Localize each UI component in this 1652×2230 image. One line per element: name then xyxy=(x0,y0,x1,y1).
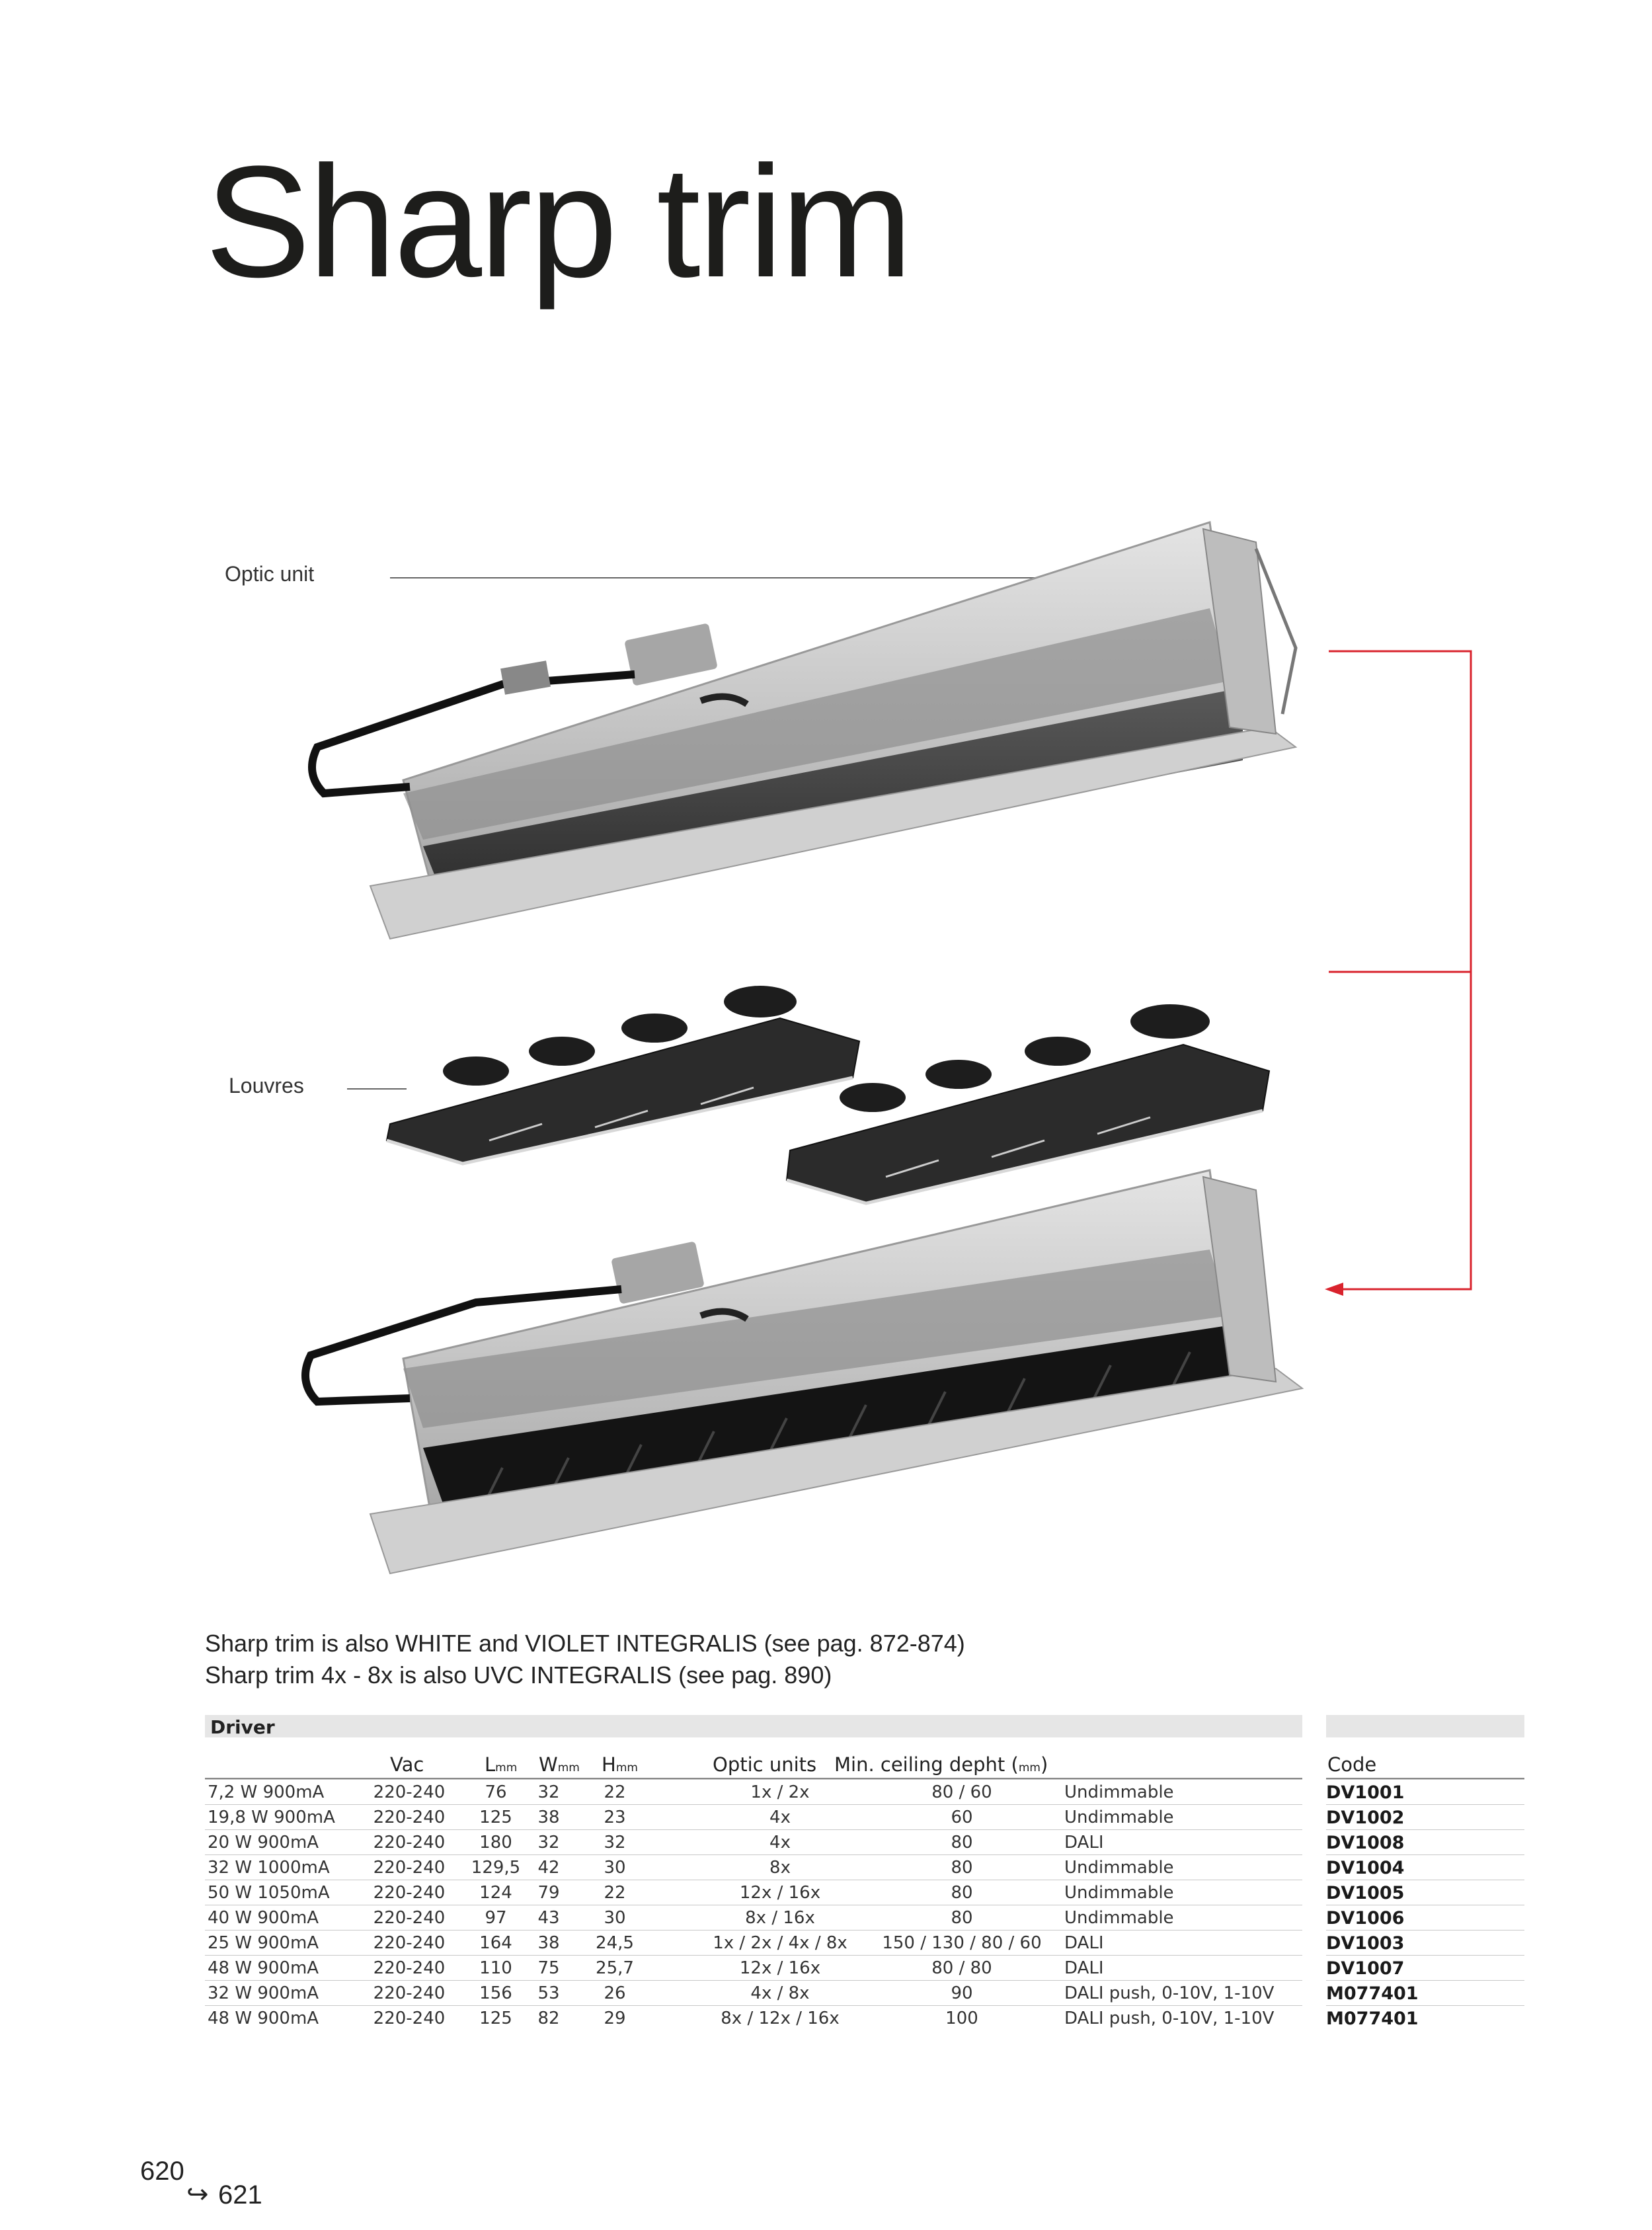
cell-ceiling: 150 / 130 / 80 / 60 xyxy=(882,1933,1042,1953)
code-row xyxy=(1326,2005,1524,2031)
cell-code: M077401 xyxy=(1326,1983,1419,2004)
cell-optic: 12x / 16x xyxy=(739,1958,821,1978)
cell-vac: 220-240 xyxy=(373,1958,446,1978)
code-band xyxy=(1326,1715,1524,1737)
cell-dim: DALI xyxy=(1064,1833,1104,1852)
table-row xyxy=(205,1955,1302,1981)
page-number: 620 xyxy=(140,2157,184,2186)
cell-w: 82 xyxy=(537,2009,560,2028)
table-row xyxy=(205,1980,1302,2006)
cell-h: 26 xyxy=(604,1983,626,2003)
cell-vac: 220-240 xyxy=(373,1858,446,1878)
cell-driver: 32 W 900mA xyxy=(208,1983,319,2003)
cell-h: 22 xyxy=(604,1782,626,1802)
louvres-label: Louvres xyxy=(229,1074,304,1097)
cell-vac: 220-240 xyxy=(373,1908,446,1928)
cell-driver: 32 W 1000mA xyxy=(208,1858,330,1878)
table-row xyxy=(205,1829,1302,1855)
cell-w: 32 xyxy=(537,1833,560,1852)
code-row xyxy=(1326,1804,1524,1830)
cell-optic: 8x / 16x xyxy=(745,1908,815,1928)
cell-w: 32 xyxy=(537,1782,560,1802)
cell-driver: 50 W 1050mA xyxy=(208,1883,330,1903)
cell-driver: 20 W 900mA xyxy=(208,1833,319,1852)
cell-ceiling: 80 xyxy=(951,1833,973,1852)
cell-h: 29 xyxy=(604,2009,626,2028)
cell-dim: Undimmable xyxy=(1064,1808,1174,1827)
cell-ceiling: 80 xyxy=(951,1858,973,1878)
cell-dim: Undimmable xyxy=(1064,1782,1174,1802)
header-width: Wmm xyxy=(539,1753,580,1776)
cell-l: 129,5 xyxy=(471,1858,521,1878)
header-length: Lmm xyxy=(485,1753,518,1776)
cell-optic: 1x / 2x / 4x / 8x xyxy=(713,1933,847,1953)
note-line: Sharp trim is also WHITE and VIOLET INTEGRALIS (see pag. 872-874) xyxy=(205,1630,965,1657)
louvre-left xyxy=(387,986,859,1164)
page-title: Sharp trim xyxy=(205,133,910,310)
cell-vac: 220-240 xyxy=(373,1883,446,1903)
cell-code: DV1002 xyxy=(1326,1808,1405,1828)
cell-driver: 48 W 900mA xyxy=(208,1958,319,1978)
cell-dim: DALI push, 0-10V, 1-10V xyxy=(1064,2009,1275,2028)
next-page-number: 621 xyxy=(218,2180,262,2210)
cell-code: DV1003 xyxy=(1326,1933,1405,1954)
cell-h: 22 xyxy=(604,1883,626,1903)
cell-l: 110 xyxy=(479,1958,512,1978)
cell-w: 43 xyxy=(537,1908,560,1928)
cell-code: DV1008 xyxy=(1326,1833,1405,1853)
table-row xyxy=(205,1905,1302,1931)
cell-vac: 220-240 xyxy=(373,2009,446,2028)
cell-driver: 19,8 W 900mA xyxy=(208,1808,335,1827)
cell-w: 53 xyxy=(537,1983,560,2003)
cell-vac: 220-240 xyxy=(373,1933,446,1953)
cell-w: 42 xyxy=(537,1858,560,1878)
cell-vac: 220-240 xyxy=(373,1983,446,2003)
code-row xyxy=(1326,1829,1524,1855)
cell-code: DV1005 xyxy=(1326,1883,1405,1903)
cell-ceiling: 80 xyxy=(951,1908,973,1928)
cell-dim: Undimmable xyxy=(1064,1908,1174,1928)
arrow-head xyxy=(1325,1283,1343,1296)
cell-w: 38 xyxy=(537,1933,560,1953)
code-row xyxy=(1326,1930,1524,1956)
assembled-luminaire xyxy=(305,1170,1302,1573)
cell-dim: Undimmable xyxy=(1064,1858,1174,1878)
cell-driver: 48 W 900mA xyxy=(208,2009,319,2028)
cell-optic: 4x / 8x xyxy=(750,1983,810,2003)
cell-h: 30 xyxy=(604,1908,626,1928)
cell-code: DV1006 xyxy=(1326,1908,1405,1929)
driver-band xyxy=(205,1715,1302,1737)
table-row xyxy=(205,1930,1302,1956)
code-row xyxy=(1326,1905,1524,1931)
cell-code: DV1007 xyxy=(1326,1958,1405,1979)
code-row xyxy=(1326,1779,1524,1805)
optic-unit-label: Optic unit xyxy=(225,562,315,586)
cell-optic: 12x / 16x xyxy=(739,1883,821,1903)
cell-l: 180 xyxy=(479,1833,512,1852)
cell-h: 24,5 xyxy=(596,1933,634,1953)
cell-optic: 1x / 2x xyxy=(750,1782,810,1802)
cell-code: M077401 xyxy=(1326,2009,1419,2029)
cell-dim: DALI push, 0-10V, 1-10V xyxy=(1064,1983,1275,2003)
cell-optic: 8x xyxy=(769,1858,791,1878)
cell-h: 30 xyxy=(604,1858,626,1878)
cell-optic: 4x xyxy=(769,1833,791,1852)
cell-ceiling: 80 / 80 xyxy=(931,1958,992,1978)
cell-vac: 220-240 xyxy=(373,1782,446,1802)
note-line: Sharp trim 4x - 8x is also UVC INTEGRALIS (see pag. 890) xyxy=(205,1661,832,1689)
cell-code: DV1004 xyxy=(1326,1858,1405,1878)
header-min-ceiling-depth: Min. ceiling depht (mm) xyxy=(834,1753,1048,1776)
header-height: Hmm xyxy=(602,1753,638,1776)
cell-l: 124 xyxy=(479,1883,512,1903)
cell-h: 32 xyxy=(604,1833,626,1852)
driver-section-label: Driver xyxy=(210,1716,275,1738)
cell-dim: Undimmable xyxy=(1064,1883,1174,1903)
cell-driver: 40 W 900mA xyxy=(208,1908,319,1928)
cell-ceiling: 100 xyxy=(945,2009,978,2028)
cell-l: 156 xyxy=(479,1983,512,2003)
table-row xyxy=(205,1804,1302,1830)
table-row xyxy=(205,2005,1302,2031)
notes xyxy=(205,1628,965,1691)
cell-optic: 8x / 12x / 16x xyxy=(721,2009,840,2028)
cell-driver: 7,2 W 900mA xyxy=(208,1782,325,1802)
header-vac: Vac xyxy=(390,1753,424,1776)
cell-l: 97 xyxy=(485,1908,507,1928)
cell-w: 38 xyxy=(537,1808,560,1827)
code-row xyxy=(1326,1880,1524,1905)
table-row xyxy=(205,1880,1302,1905)
next-page-arrow-icon: ↪ xyxy=(186,2180,209,2209)
cell-code: DV1001 xyxy=(1326,1782,1405,1803)
cell-dim: DALI xyxy=(1064,1933,1104,1953)
optic-unit-luminaire xyxy=(312,522,1296,939)
cell-l: 125 xyxy=(479,2009,512,2028)
header-code: Code xyxy=(1327,1753,1377,1776)
cell-driver: 25 W 900mA xyxy=(208,1933,319,1953)
cell-dim: DALI xyxy=(1064,1958,1104,1978)
cell-l: 164 xyxy=(479,1933,512,1953)
cell-vac: 220-240 xyxy=(373,1808,446,1827)
cell-vac: 220-240 xyxy=(373,1833,446,1852)
code-row xyxy=(1326,1854,1524,1880)
table-row xyxy=(205,1779,1302,1805)
cell-l: 76 xyxy=(485,1782,507,1802)
cell-ceiling: 80 xyxy=(951,1883,973,1903)
cell-ceiling: 60 xyxy=(951,1808,973,1827)
cell-w: 79 xyxy=(537,1883,560,1903)
header-optic-units: Optic units xyxy=(713,1753,817,1776)
cell-optic: 4x xyxy=(769,1808,791,1827)
cell-ceiling: 90 xyxy=(951,1983,973,2003)
assembly-arrow xyxy=(1329,651,1471,1289)
cell-h: 25,7 xyxy=(596,1958,634,1978)
cell-l: 125 xyxy=(479,1808,512,1827)
cell-ceiling: 80 / 60 xyxy=(931,1782,992,1802)
cell-w: 75 xyxy=(537,1958,560,1978)
table-row xyxy=(205,1854,1302,1880)
cell-h: 23 xyxy=(604,1808,626,1827)
code-row xyxy=(1326,1955,1524,1981)
code-row xyxy=(1326,1980,1524,2006)
